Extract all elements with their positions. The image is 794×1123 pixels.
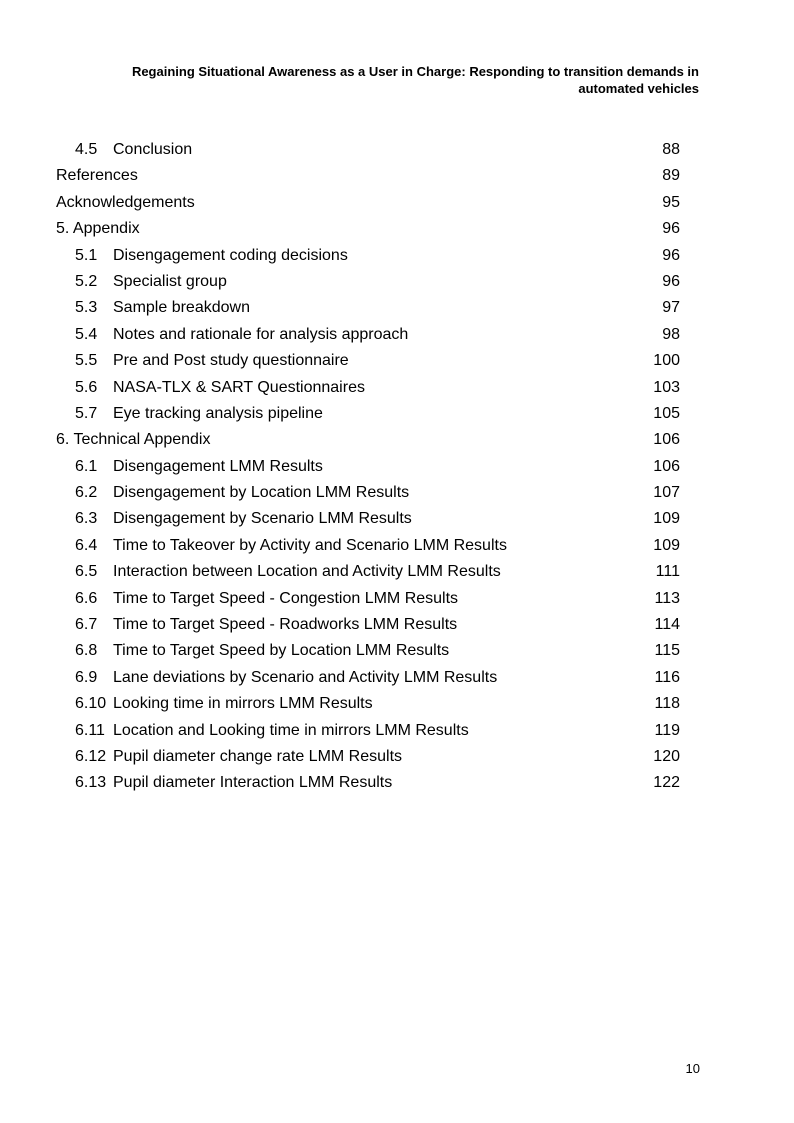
toc-entry-number: 6.9 <box>75 668 98 686</box>
toc-entry-page: 103 <box>653 378 680 396</box>
toc-entry-page: 106 <box>653 431 680 449</box>
toc-entry[interactable] <box>0 401 794 427</box>
toc-entry-number: 5.5 <box>75 352 98 370</box>
toc-entry-page: 115 <box>654 642 680 660</box>
toc-entry-title: Acknowledgements <box>56 193 195 211</box>
toc-entry-page: 109 <box>653 510 680 528</box>
table-of-contents <box>0 137 794 797</box>
toc-entry[interactable] <box>0 190 794 216</box>
toc-entry-number: 6.1 <box>75 457 98 475</box>
toc-entry-number: 5.7 <box>75 404 98 422</box>
toc-entry-page: 116 <box>654 668 680 686</box>
toc-entry-title: Looking time in mirrors LMM Results <box>113 695 373 713</box>
running-header-line-2: automated vehicles <box>578 80 699 96</box>
toc-entry[interactable] <box>0 454 794 480</box>
toc-entry-title: Disengagement by Scenario LMM Results <box>113 510 412 528</box>
toc-entry-number: 6.6 <box>75 589 98 607</box>
toc-entry-number: 6.13 <box>75 774 107 792</box>
toc-entry[interactable] <box>0 348 794 374</box>
toc-entry-page: 120 <box>653 747 680 765</box>
toc-entry-title: Location and Looking time in mirrors LMM Results <box>113 721 469 739</box>
toc-entry-number: 6.4 <box>75 536 98 554</box>
toc-entry-title: Time to Target Speed by Location LMM Results <box>113 642 450 660</box>
toc-entry-page: 114 <box>654 616 680 634</box>
toc-entry[interactable] <box>0 770 794 796</box>
toc-entry-page: 107 <box>653 484 680 502</box>
toc-entry-title: Notes and rationale for analysis approach <box>113 325 409 343</box>
toc-entry-title: Interaction between Location and Activity LMM Results <box>113 563 501 581</box>
toc-entry[interactable] <box>0 665 794 691</box>
toc-entry-number: 5.3 <box>75 299 98 317</box>
toc-entry-page: 98 <box>662 325 680 343</box>
toc-entry-title: References <box>56 167 138 185</box>
toc-entry[interactable] <box>0 480 794 506</box>
running-header-line-1: Regaining Situational Awareness as a User in Charge: Responding to transition demands in <box>131 64 699 79</box>
toc-entry-page: 89 <box>662 167 680 185</box>
toc-entry-title: Time to Target Speed - Congestion LMM Results <box>113 589 459 607</box>
toc-entry[interactable] <box>0 638 794 664</box>
toc-entry-page: 118 <box>654 695 680 713</box>
toc-entry-page: 100 <box>653 352 680 370</box>
toc-entry[interactable] <box>0 243 794 269</box>
toc-entry-page: 109 <box>653 536 680 554</box>
toc-entry[interactable] <box>0 427 794 453</box>
toc-entry-title: Pre and Post study questionnaire <box>113 352 349 370</box>
toc-entry[interactable] <box>0 295 794 321</box>
toc-entry-number: 6.7 <box>75 616 98 634</box>
toc-entry[interactable] <box>0 586 794 612</box>
toc-entry-title: Time to Takeover by Activity and Scenario LMM Results <box>113 536 507 554</box>
toc-entry-title: Disengagement LMM Results <box>113 457 323 475</box>
toc-entry-number: 5.1 <box>75 246 98 264</box>
toc-entry-page: 113 <box>654 589 680 607</box>
toc-entry[interactable] <box>0 322 794 348</box>
toc-entry-title: Lane deviations by Scenario and Activity LMM Results <box>113 668 498 686</box>
toc-entry[interactable] <box>0 216 794 242</box>
running-header <box>79 64 699 97</box>
toc-entry-title: Eye tracking analysis pipeline <box>113 404 323 422</box>
toc-entry-page: 96 <box>662 272 680 290</box>
toc-entry[interactable] <box>0 533 794 559</box>
toc-entry-page: 96 <box>662 246 680 264</box>
toc-entry-number: 5.6 <box>75 378 98 396</box>
toc-entry-title: Conclusion <box>113 141 193 158</box>
toc-entry[interactable] <box>0 559 794 585</box>
page-number: 10 <box>685 1061 700 1076</box>
toc-entry[interactable] <box>0 612 794 638</box>
toc-entry-number: 6.10 <box>75 695 107 713</box>
toc-entry-number: 6.3 <box>75 510 98 528</box>
toc-entry[interactable] <box>0 269 794 295</box>
toc-entry-title: Pupil diameter Interaction LMM Results <box>113 774 393 792</box>
toc-entry-number: 6.12 <box>75 747 107 765</box>
toc-entry-number: 4.5 <box>75 141 98 158</box>
toc-entry-page: 95 <box>662 193 680 211</box>
toc-entry-number: 6.8 <box>75 642 98 660</box>
toc-entry-number: 6.5 <box>75 563 98 581</box>
toc-entry[interactable] <box>0 375 794 401</box>
toc-entry-title: 6. Technical Appendix <box>56 431 211 449</box>
toc-entry-page: 106 <box>653 457 680 475</box>
toc-entry-title: NASA-TLX & SART Questionnaires <box>113 378 365 396</box>
toc-entry-number: 6.11 <box>75 721 105 739</box>
toc-entry[interactable] <box>0 718 794 744</box>
toc-entry-page: 88 <box>662 141 680 158</box>
toc-entry-page: 97 <box>662 299 680 317</box>
toc-entry-page: 105 <box>653 404 680 422</box>
toc-entry-title: Time to Target Speed - Roadworks LMM Results <box>113 616 458 634</box>
toc-entry-title: 5. Appendix <box>56 220 140 238</box>
toc-entry-title: Sample breakdown <box>113 299 250 317</box>
toc-entry-number: 6.2 <box>75 484 98 502</box>
toc-entry-number: 5.2 <box>75 272 98 290</box>
toc-entry-number: 5.4 <box>75 325 98 343</box>
toc-entry[interactable] <box>0 744 794 770</box>
toc-entry[interactable] <box>0 691 794 717</box>
toc-entry-title: Disengagement coding decisions <box>113 246 348 264</box>
toc-entry-page: 111 <box>655 563 680 581</box>
toc-entry[interactable] <box>0 163 794 189</box>
toc-entry-page: 122 <box>653 774 680 792</box>
toc-entry-page: 96 <box>662 220 680 238</box>
toc-entry-title: Pupil diameter change rate LMM Results <box>113 747 403 765</box>
toc-entry-title: Specialist group <box>113 272 227 290</box>
toc-entry-page: 119 <box>654 721 680 739</box>
toc-entry[interactable] <box>0 137 794 163</box>
toc-entry-title: Disengagement by Location LMM Results <box>113 484 410 502</box>
toc-entry[interactable] <box>0 506 794 532</box>
